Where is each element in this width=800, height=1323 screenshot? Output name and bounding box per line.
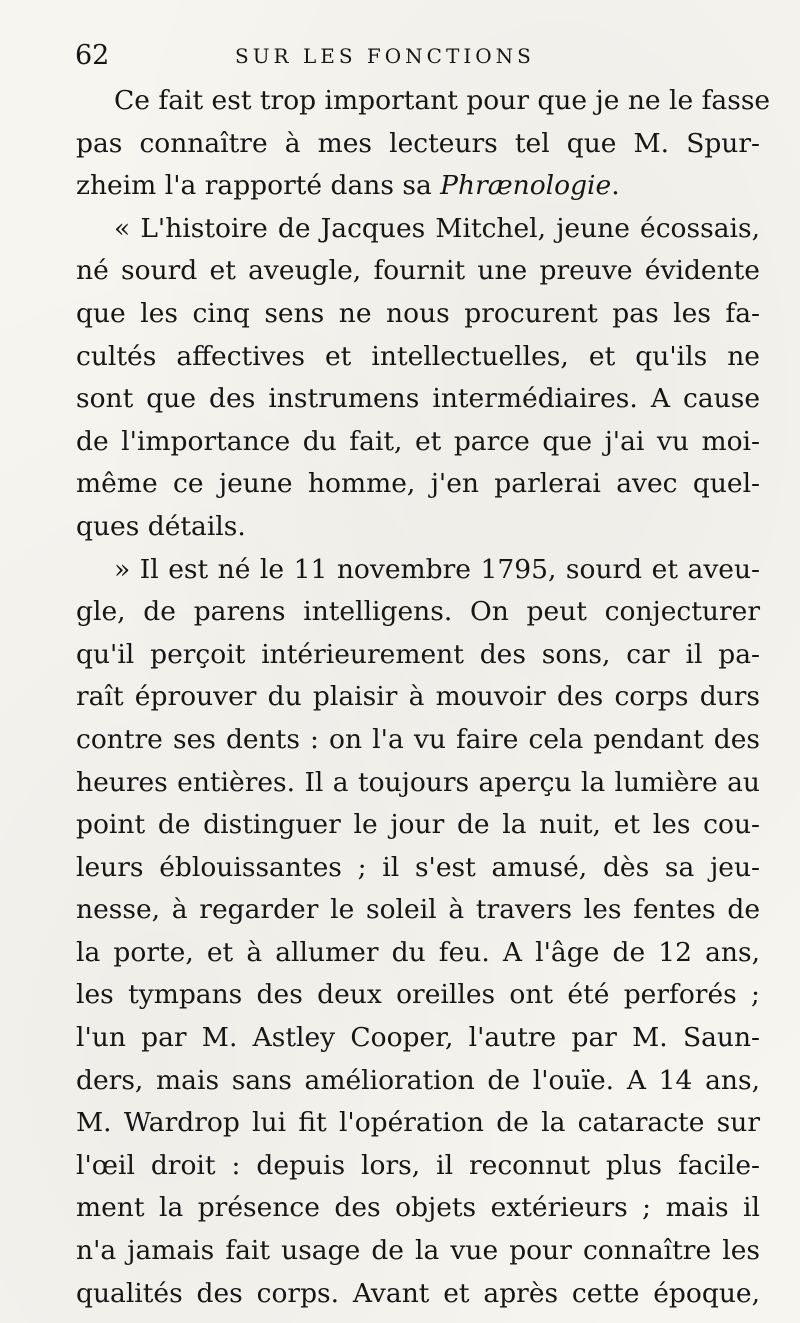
text-line-end: .	[611, 170, 620, 202]
text-line: raît éprouver du plaisir à mouvoir des corps durs	[76, 681, 760, 713]
text-line: » Il est né le 11 novembre 1795, sourd et aveu-	[114, 553, 760, 585]
text-line: Ce fait est trop important pour que je ne le fasse	[114, 85, 771, 116]
text-line: leurs éblouissantes ; il s'est amusé, dès sa jeu-	[76, 851, 760, 883]
text-line: nesse, à regarder le soleil à travers les fentes de	[76, 894, 760, 926]
text-line: heures entières. Il a toujours aperçu la lumière au	[76, 766, 760, 798]
text-line: cultés affectives et intellectuelles, et qu'ils ne	[76, 340, 760, 372]
body-text	[76, 80, 771, 1315]
text-line: sont que des instrumens intermédiaires. A cause	[76, 383, 760, 415]
text-line: ment la présence des objets extérieurs ; mais il	[76, 1192, 760, 1224]
text-line: gle, de parens intelligens. On peut conjecturer	[76, 596, 760, 628]
text-line: né sourd et aveugle, fournit une preuve évidente	[76, 255, 760, 287]
text-line	[76, 165, 760, 208]
page-number: 62	[75, 40, 110, 71]
text-line: l'un par M. Astley Cooper, l'autre par M. Saun-	[76, 1022, 760, 1054]
running-head: SUR LES FONCTIONS	[235, 44, 535, 68]
text-line: la porte, et à allumer du feu. A l'âge de 12 ans,	[76, 936, 760, 968]
text-line: ques détails.	[76, 510, 246, 542]
text-line: que les cinq sens ne nous procurent pas les fa-	[76, 297, 760, 329]
text-line-start: zheim l'a rapporté dans sa	[76, 170, 441, 202]
text-line: contre ses dents : on l'a vu faire cela pendant des	[76, 723, 760, 755]
text-line: « L'histoire de Jacques Mitchel, jeune écossais,	[114, 212, 760, 244]
text-line: qualités des corps. Avant et après cette époque,	[76, 1277, 760, 1309]
text-line: de l'importance du fait, et parce que j'ai vu moi-	[76, 425, 760, 457]
text-line: les tympans des deux oreilles ont été perforés ;	[76, 979, 760, 1011]
book-title: Phrænologie	[440, 170, 612, 202]
text-line: pas connaître à mes lecteurs tel que M. Spur-	[76, 127, 760, 159]
page-header	[75, 38, 760, 74]
text-line: n'a jamais fait usage de la vue pour connaître les	[76, 1235, 760, 1267]
text-line: ders, mais sans amélioration de l'ouïe. A 14 ans,	[76, 1064, 760, 1096]
text-line: l'œil droit : depuis lors, il reconnut plus facile-	[76, 1149, 760, 1181]
text-line: même ce jeune homme, j'en parlerai avec quel-	[76, 468, 760, 500]
text-line: qu'il perçoit intérieurement des sons, car il pa-	[76, 638, 760, 670]
text-line: M. Wardrop lui fit l'opération de la cataracte sur	[76, 1107, 760, 1139]
text-line: point de distinguer le jour de la nuit, et les cou-	[76, 809, 760, 841]
